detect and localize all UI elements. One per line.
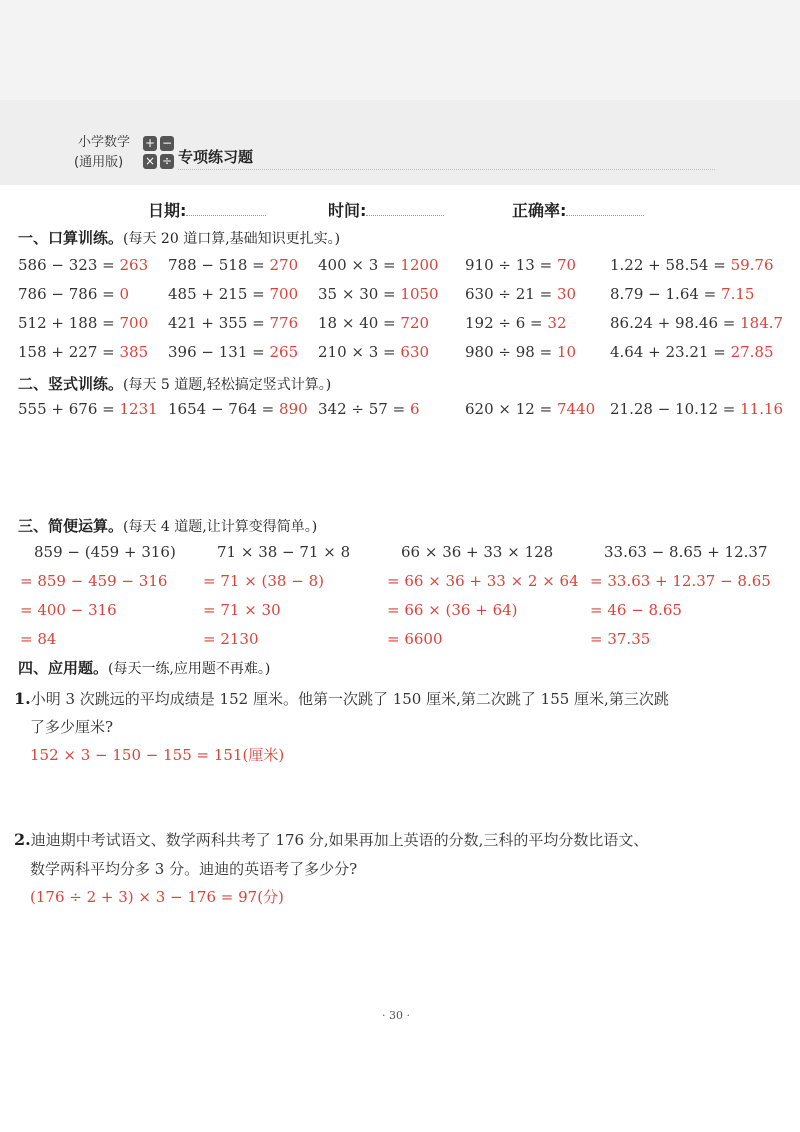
problem-number: 1.	[14, 689, 31, 708]
page-number: · 30 ·	[382, 1009, 410, 1022]
answer: 32	[547, 314, 567, 332]
simplify-expression: 66 × 36 + 33 × 128	[401, 543, 554, 561]
problem-text-line1: 迪迪期中考试语文、数学两科共考了 176 分,如果再加上英语的分数,三科的平均分数比语文、	[30, 831, 649, 849]
section-note: (每天 4 道题,让计算变得简单。)	[123, 519, 318, 535]
expression: 400 × 3 =	[318, 256, 396, 274]
simplify-step: = 84	[20, 630, 57, 648]
expression: 620 × 12 =	[465, 400, 553, 418]
section-2-heading	[18, 373, 331, 394]
simplify-step: = 66 × 36 + 33 × 2 × 64	[387, 572, 579, 590]
date-label: 日期:	[148, 201, 187, 220]
vertical-calc-item	[465, 400, 595, 418]
answer: 27.85	[730, 343, 774, 361]
problem-text-line2: 了多少厘米?	[30, 718, 114, 736]
section-title: 三、简便运算。	[18, 517, 124, 535]
section-title: 四、应用题。	[18, 659, 109, 677]
answer: 6	[409, 400, 420, 418]
multiply-icon: ×	[144, 154, 156, 168]
vertical-calc-item	[318, 400, 420, 418]
answer: 776	[269, 314, 299, 332]
oral-calc-item	[318, 314, 429, 332]
answer: 890	[279, 400, 308, 418]
accuracy-blank[interactable]	[566, 201, 644, 216]
oral-calc-item	[318, 343, 429, 361]
answer: 1200	[400, 256, 439, 274]
expression: 4.64 + 23.21 =	[610, 343, 726, 361]
problem-text-line1: 小明 3 次跳远的平均成绩是 152 厘米。他第一次跳了 150 厘米,第二次跳了 155 厘米,第三次跳	[30, 690, 669, 708]
answer: 270	[269, 256, 299, 274]
word-problem-1	[14, 688, 669, 709]
top-background-band	[0, 0, 800, 100]
oral-calc-item	[168, 285, 298, 303]
expression: 158 + 227 =	[18, 343, 115, 361]
simplify-step: = 6600	[387, 630, 443, 648]
oral-calc-item	[168, 314, 298, 332]
oral-calc-item	[465, 285, 576, 303]
expression: 86.24 + 98.46 =	[610, 314, 736, 332]
simplify-expression: 33.63 − 8.65 + 12.37	[604, 543, 768, 561]
time-blank[interactable]	[366, 201, 444, 216]
answer: 184.7	[740, 314, 784, 332]
answer: 70	[556, 256, 577, 274]
problem-number: 2.	[14, 830, 31, 849]
expression: 342 ÷ 57 =	[318, 400, 406, 418]
answer: 1231	[119, 400, 158, 418]
simplify-step: = 859 − 459 − 316	[20, 572, 168, 590]
expression: 586 − 323 =	[18, 256, 115, 274]
oral-calc-item	[465, 314, 567, 332]
expression: 1654 − 764 =	[168, 400, 275, 418]
time-label: 时间:	[328, 201, 367, 220]
expression: 980 ÷ 98 =	[465, 343, 553, 361]
answer: 7440	[556, 400, 596, 418]
answer: 720	[400, 314, 430, 332]
simplify-step: = 33.63 + 12.37 − 8.65	[590, 572, 771, 590]
expression: 630 ÷ 21 =	[465, 285, 553, 303]
oral-calc-item	[168, 343, 298, 361]
problem-text-line2: 数学两科平均分多 3 分。迪迪的英语考了多少分?	[30, 860, 358, 878]
expression: 910 ÷ 13 =	[465, 256, 553, 274]
answer: 700	[269, 285, 299, 303]
header-dotted-rule	[178, 169, 715, 170]
series-edition: (通用版)	[74, 155, 124, 170]
answer: 11.16	[740, 400, 784, 418]
oral-calc-item	[18, 314, 148, 332]
section-note: (每天 20 道口算,基础知识更扎实。)	[123, 231, 341, 247]
simplify-expression: 859 − (459 + 316)	[34, 543, 176, 561]
answer: 263	[119, 256, 149, 274]
simplify-step: = 37.35	[590, 630, 651, 648]
divide-icon: ÷	[161, 154, 173, 168]
oral-calc-item	[465, 343, 576, 361]
vertical-calc-item	[168, 400, 308, 418]
oral-calc-item	[318, 256, 439, 274]
accuracy-label: 正确率:	[512, 201, 567, 220]
simplify-step: = 71 × 30	[203, 601, 281, 619]
problem-2-answer: (176 ÷ 2 + 3) × 3 − 176 = 97(分)	[30, 888, 284, 906]
answer: 700	[119, 314, 149, 332]
simplify-step: = 46 − 8.65	[590, 601, 682, 619]
accuracy-field	[512, 198, 644, 221]
oral-calc-item	[168, 256, 298, 274]
oral-calc-item	[465, 256, 576, 274]
expression: 485 + 215 =	[168, 285, 265, 303]
vertical-calc-item	[18, 400, 158, 418]
expression: 21.28 − 10.12 =	[610, 400, 736, 418]
date-field	[148, 198, 266, 221]
oral-calc-item	[318, 285, 439, 303]
word-problem-2	[14, 829, 648, 850]
answer: 630	[400, 343, 430, 361]
minus-icon: −	[161, 136, 173, 150]
expression: 555 + 676 =	[18, 400, 115, 418]
expression: 788 − 518 =	[168, 256, 265, 274]
expression: 396 − 131 =	[168, 343, 265, 361]
expression: 210 × 3 =	[318, 343, 396, 361]
answer: 385	[119, 343, 149, 361]
oral-calc-item	[610, 285, 754, 303]
operator-icons	[143, 136, 175, 172]
simplify-step: = 71 × (38 − 8)	[203, 572, 324, 590]
section-4-heading	[18, 657, 270, 678]
date-blank[interactable]	[186, 201, 266, 216]
oral-calc-item	[18, 285, 129, 303]
problem-1-answer: 152 × 3 − 150 − 155 = 151(厘米)	[30, 746, 285, 764]
expression: 512 + 188 =	[18, 314, 115, 332]
expression: 8.79 − 1.64 =	[610, 285, 717, 303]
section-note: (每天一练,应用题不再难。)	[108, 661, 271, 677]
expression: 192 ÷ 6 =	[465, 314, 543, 332]
expression: 421 + 355 =	[168, 314, 265, 332]
section-note: (每天 5 道题,轻松搞定竖式计算。)	[123, 377, 332, 393]
oral-calc-item	[18, 256, 148, 274]
expression: 35 × 30 =	[318, 285, 396, 303]
answer: 10	[556, 343, 577, 361]
oral-calc-item	[610, 256, 774, 274]
answer: 265	[269, 343, 299, 361]
answer: 59.76	[730, 256, 774, 274]
section-3-heading	[18, 515, 317, 536]
time-field	[328, 198, 444, 221]
simplify-step: = 66 × (36 + 64)	[387, 601, 518, 619]
simplify-step: = 400 − 316	[20, 601, 117, 619]
section-title: 一、口算训练。	[18, 229, 124, 247]
answer: 0	[119, 285, 130, 303]
simplify-expression: 71 × 38 − 71 × 8	[217, 543, 351, 561]
section-1-heading	[18, 227, 340, 248]
answer: 7.15	[721, 285, 755, 303]
plus-icon: +	[144, 136, 156, 150]
section-title: 二、竖式训练。	[18, 375, 124, 393]
expression: 1.22 + 58.54 =	[610, 256, 726, 274]
vertical-calc-item	[610, 400, 783, 418]
oral-calc-item	[610, 314, 783, 332]
answer: 1050	[400, 285, 439, 303]
oral-calc-item	[18, 343, 148, 361]
answer: 30	[556, 285, 577, 303]
expression: 786 − 786 =	[18, 285, 115, 303]
simplify-step: = 2130	[203, 630, 259, 648]
expression: 18 × 40 =	[318, 314, 396, 332]
oral-calc-item	[610, 343, 774, 361]
book-title: 专项练习题	[178, 148, 254, 166]
series-name: 小学数学	[78, 135, 131, 150]
